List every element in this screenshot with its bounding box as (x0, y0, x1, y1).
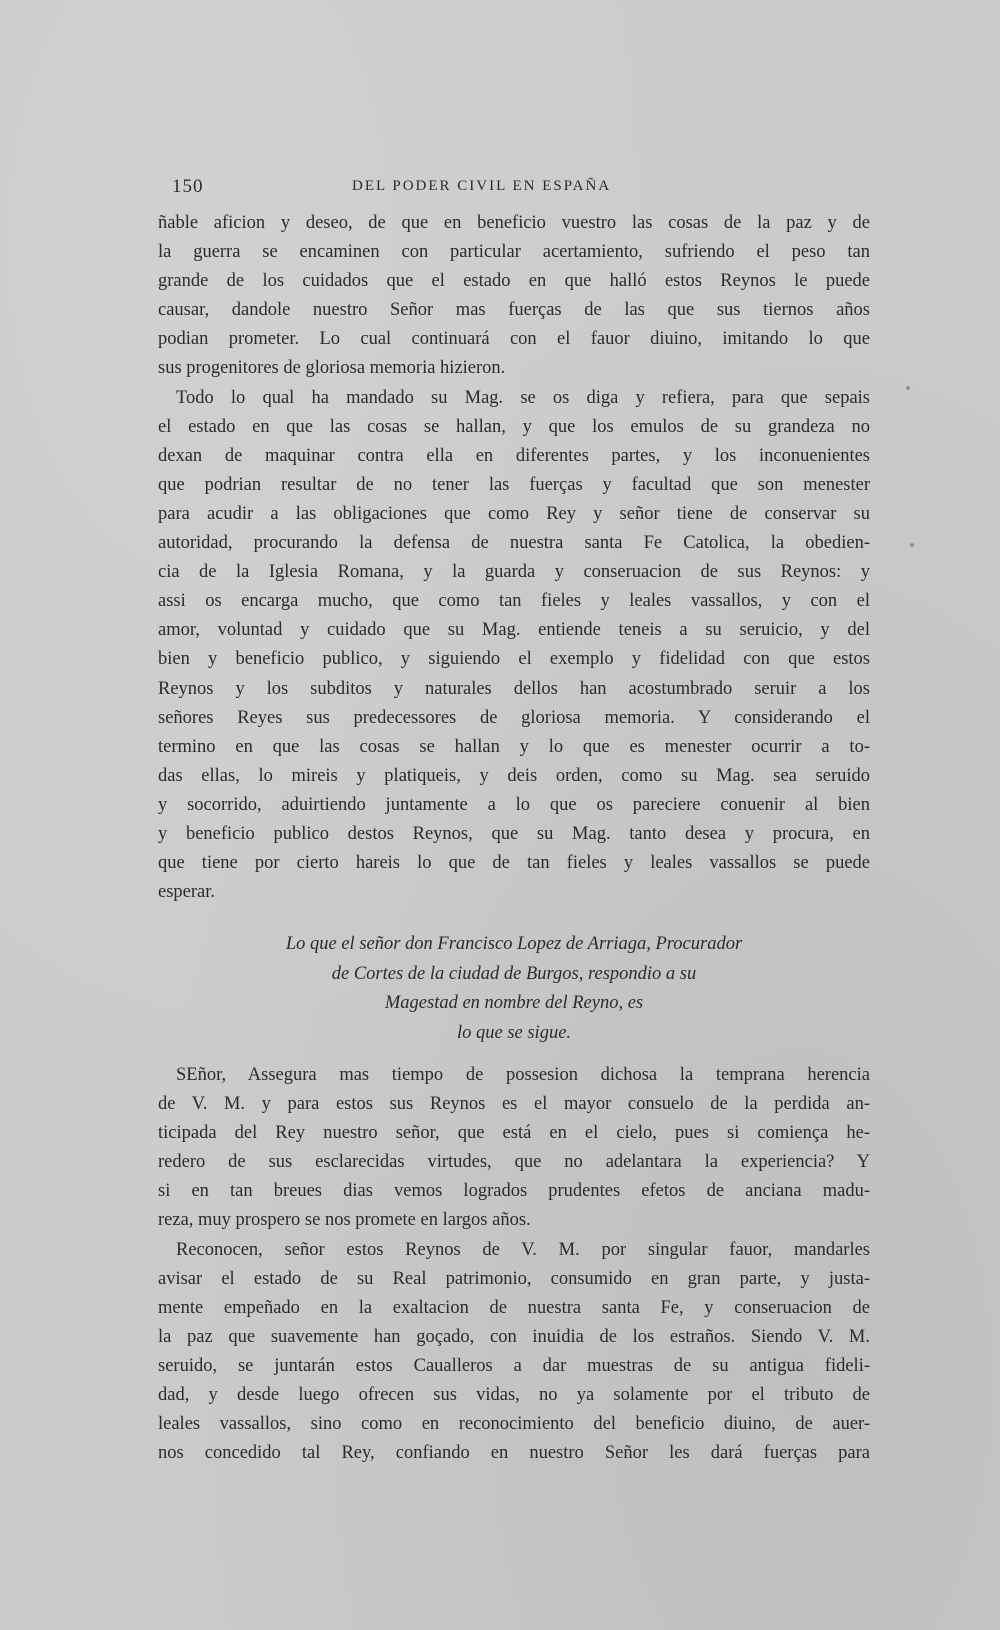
running-head-title: DEL PODER CIVIL EN ESPAÑA (352, 178, 612, 194)
text-line: para acudir a las obligaciones que como Rey y señor tiene de conservar su (158, 503, 870, 524)
text-line: das ellas, lo mireis y platiqueis, y deis orden, como su Mag. sea seruido (158, 765, 870, 786)
text-line: mente empeñado en la exaltacion de nuestra santa Fe, y conseruacion de (158, 1297, 870, 1318)
text-line: reza, muy prospero se nos promete en largos años. (158, 1210, 531, 1231)
text-line: esperar. (158, 882, 216, 903)
text-line: podian prometer. Lo cual continuará con el fauor diuino, imitando lo que (158, 329, 870, 350)
text-line: Todo lo qual ha mandado su Mag. se os diga y refiera, para que sepais (176, 387, 870, 408)
text-line: termino en que las cosas se hallan y lo que es menester ocurrir a to- (158, 736, 870, 757)
text-line: seruido, se juntarán estos Caualleros a dar muestras de su antigua fideli- (158, 1355, 870, 1376)
heading-line: de Cortes de la ciudad de Burgos, respondio a su (331, 963, 697, 984)
text-line: causar, dandole nuestro Señor mas fuerças de las que sus tiernos años (158, 300, 870, 321)
text-line: el estado en que las cosas se hallan, y que los emulos de su grandeza no (158, 416, 870, 437)
text-line: leales vassallos, sino como en reconocimiento del beneficio diuino, de auer- (158, 1414, 870, 1435)
ink-speck (906, 386, 910, 390)
heading-line: lo que se sigue. (456, 1022, 572, 1043)
text-line: nos concedido tal Rey, confiando en nuestro Señor les dará fuerças para (158, 1443, 870, 1464)
text-line: Reynos y los subditos y naturales dellos han acostumbrado seruir a los (158, 678, 870, 699)
text-line: si en tan breues dias vemos logrados prudentes efetos de anciana madu- (158, 1181, 870, 1202)
text-line: y beneficio publico destos Reynos, que su Mag. tanto desea y procura, en (158, 823, 870, 844)
page-number: 150 (172, 176, 204, 197)
text-line: la guerra se encaminen con particular acertamiento, sufriendo el peso tan (158, 242, 870, 263)
text-line: ñable aficion y deseo, de que en beneficio vuestro las cosas de la paz y de (158, 213, 870, 233)
text-line: avisar el estado de su Real patrimonio, consumido en gran parte, y justa- (158, 1268, 870, 1289)
text-line: grande de los cuidados que el estado en que halló estos Reynos le puede (158, 271, 870, 292)
text-line: redero de sus esclarecidas virtudes, que no adelantara la experiencia? Y (158, 1152, 870, 1173)
text-line: SEñor, Assegura mas tiempo de possesion dichosa la temprana herencia (176, 1065, 870, 1085)
text-line: sus progenitores de gloriosa memoria hizieron. (158, 358, 506, 379)
running-head (172, 176, 862, 200)
text-line: la paz que suavemente han goçado, con inuidia de los estraños. Siendo V. M. (158, 1326, 870, 1347)
text-line: assi os encarga mucho, que como tan fieles y leales vassallos, y con el (158, 591, 870, 612)
text-line: amor, voluntad y cuidado que su Mag. entiende teneis a su seruicio, y del (158, 620, 870, 641)
text-line: que podrian resultar de no tener las fuerças y facultad que son menester (158, 474, 870, 495)
text-line: cia de la Iglesia Romana, y la guarda y conseruacion de sus Reynos: y (158, 562, 870, 583)
text-block-top (158, 209, 870, 907)
text-block-bottom (158, 1061, 870, 1468)
heading-line: Magestad en nombre del Reyno, es (384, 993, 644, 1013)
text-line: autoridad, procurando la defensa de nuestra santa Fe Catolica, la obedien- (158, 533, 870, 554)
text-line: y socorrido, aduirtiendo juntamente a lo que os pareciere conuenir al bien (158, 794, 870, 815)
text-line: de V. M. y para estos sus Reynos es el mayor consuelo de la perdida an- (158, 1094, 870, 1115)
section-heading (158, 930, 870, 1048)
text-line: bien y beneficio publico, y siguiendo el exemplo y fidelidad con que estos (158, 649, 870, 670)
heading-line: Lo que el señor don Francisco Lopez de Arriaga, Procurador (285, 934, 743, 954)
text-line: dad, y desde luego ofrecen sus vidas, no ya solamente por el tributo de (158, 1385, 870, 1406)
text-line: dexan de maquinar contra ella en diferentes partes, y los inconuenientes (158, 445, 870, 466)
text-line: ticipada del Rey nuestro señor, que está en el cielo, pues si comiença he- (158, 1123, 870, 1144)
text-line: Reconocen, señor estos Reynos de V. M. por singular fauor, mandarles (176, 1239, 870, 1260)
text-line: señores Reyes sus predecessores de gloriosa memoria. Y considerando el (158, 707, 870, 728)
text-line: que tiene por cierto hareis lo que de tan fieles y leales vassallos se puede (158, 853, 870, 874)
ink-speck (910, 543, 914, 547)
